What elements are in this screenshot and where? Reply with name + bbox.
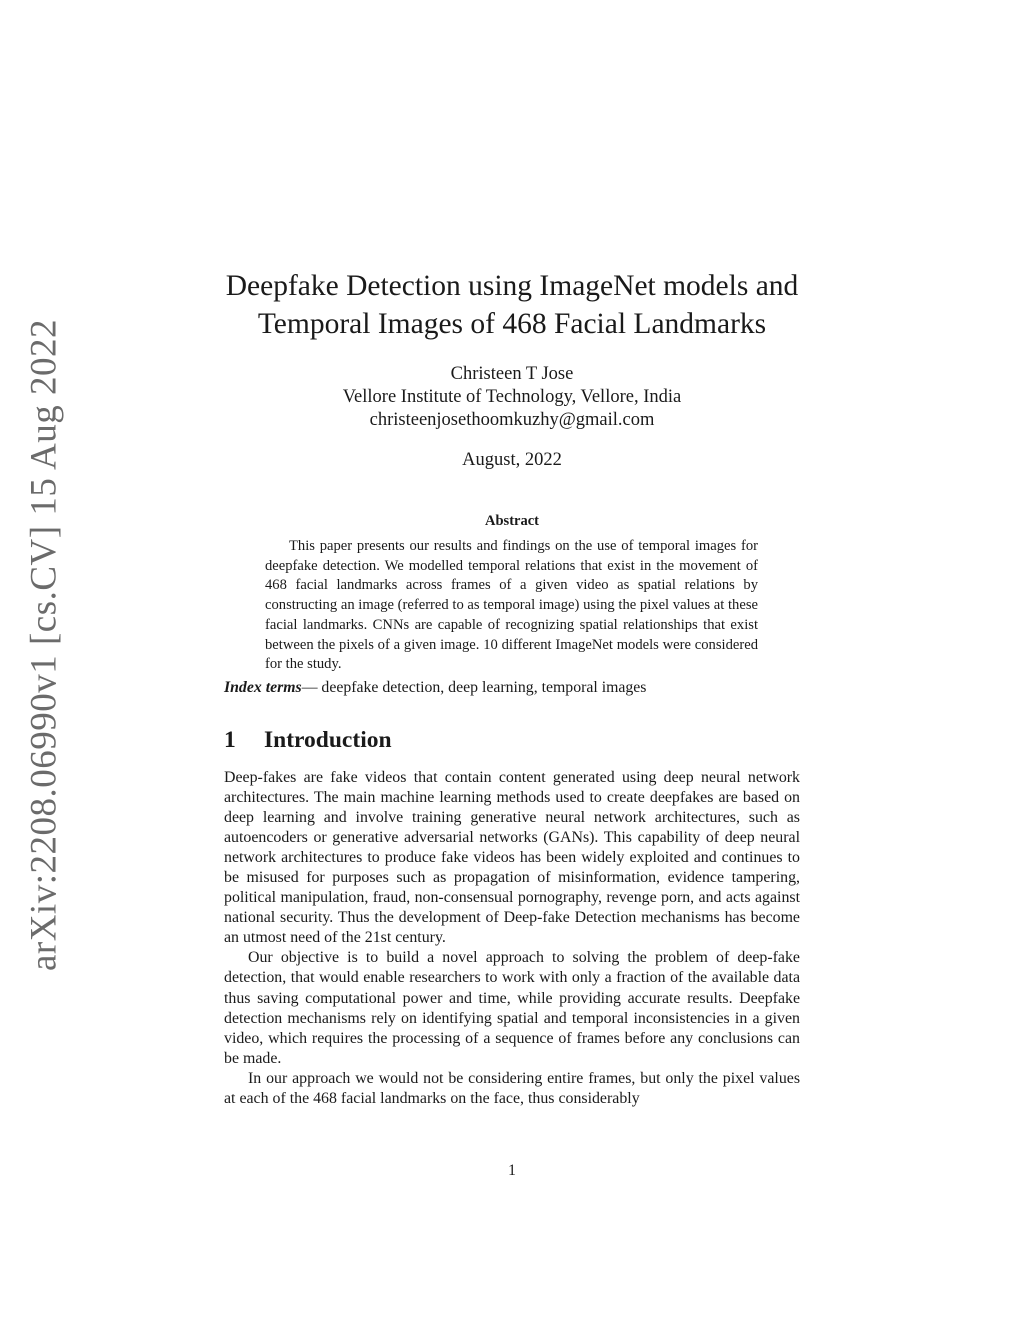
section-number: 1	[224, 727, 236, 753]
index-terms-text: — deepfake detection, deep learning, temporal images	[301, 679, 647, 696]
page-number: 1	[508, 1162, 516, 1179]
introduction-body	[224, 768, 800, 1109]
paper-date: August, 2022	[462, 450, 562, 470]
author-affiliation: Vellore Institute of Technology, Vellore, India	[342, 387, 682, 407]
paragraph-3: In our approach we would not be considering entire frames, but only the pixel values at each of the 468 facial landmarks on the face, thus considerably	[224, 1069, 800, 1107]
section-title: Introduction	[264, 727, 392, 753]
title-line-1: Deepfake Detection using ImageNet models and	[225, 270, 799, 302]
abstract-heading: Abstract	[485, 513, 539, 529]
abstract-text: This paper presents our results and findings on the use of temporal images for deepfake detection. We modelled temporal relations that exist in the movement of 468 facial landmarks across frames of a given video as spatial relations by constructing an image (referred to as temporal image) using the pixel values at these facial landmarks. CNNs are capable of recognizing spatial relationships that exist between the pixels of a given image. 10 different ImageNet models were considered for the study.	[265, 538, 758, 673]
arxiv-identifier-stamp: arXiv:2208.06990v1 [cs.CV] 15 Aug 2022	[23, 318, 65, 972]
author-name: Christeen T Jose	[450, 364, 574, 384]
index-terms-label: Index terms	[224, 679, 302, 696]
title-line-2: Temporal Images of 468 Facial Landmarks	[257, 308, 767, 340]
author-email: christeenjosethoomkuzhy@gmail.com	[369, 410, 655, 430]
paragraph-2: Our objective is to build a novel approach to solving the problem of deep-fake detection, that would enable researchers to work with only a fraction of the available data thus saving computational power and time, while providing accurate results. Deepfake detection mechanisms rely on identifying spatial and temporal inconsistencies in a given video, which requires the processing of a sequence of frames before any conclusions can be made.	[224, 949, 800, 1067]
section-heading-introduction	[224, 725, 392, 755]
index-terms	[224, 677, 800, 698]
paragraph-1: Deep-fakes are fake videos that contain content generated using deep neural network architectures. The main machine learning methods used to create deepfakes are based on deep learning and involve training generative neural network architectures, such as autoencoders or generative adversarial networks (GANs). This capability of deep neural network architectures to produce fake videos has been widely exploited and continues to be misused for purposes such as propagation of misinformation, evidence tampering, political manipulation, fraud, non-consensual pornography, revenge porn, and acts against national security. Thus the development of Deep-fake Detection mechanisms has become an utmost need of the 21st century.	[224, 769, 800, 947]
author-block	[0, 363, 1024, 432]
paper-title	[0, 267, 1024, 343]
